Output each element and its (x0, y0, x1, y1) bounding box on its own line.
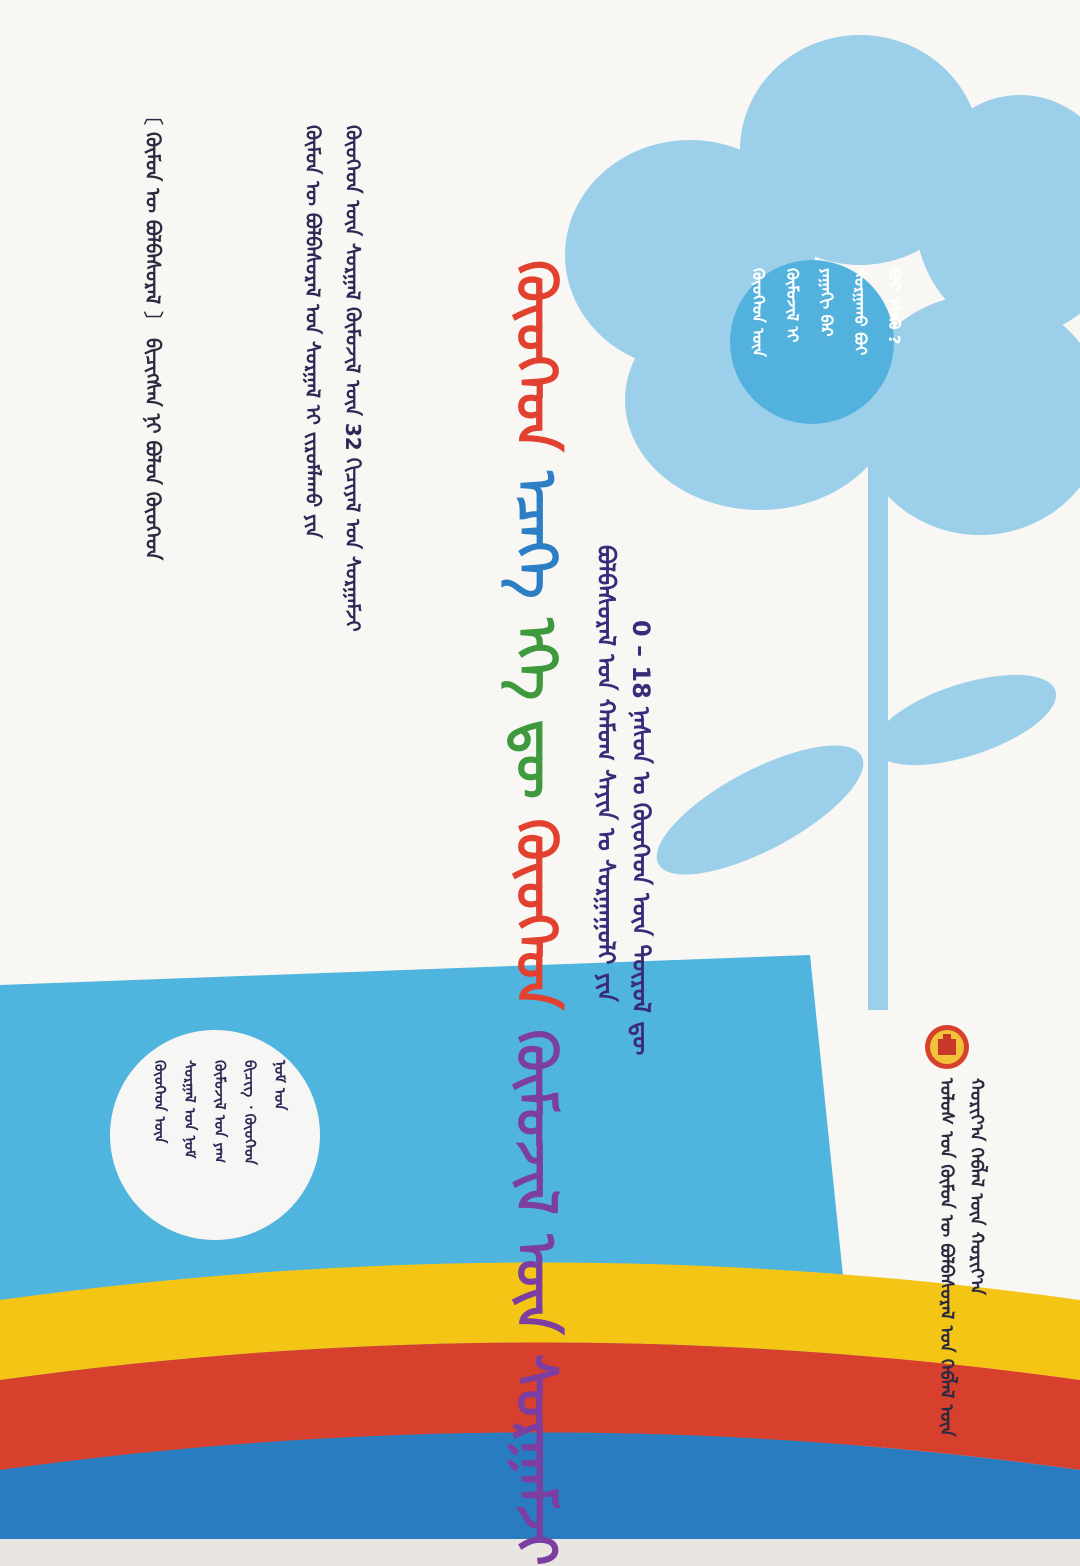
subtitle-line-2: 0 – 18 ᠨᠠᠰᠤᠨ ᠤ ᠬᠦᠦᠬᠡᠳ ᠦᠨ ᠲᠥᠷᠥᠯ ᠳᠦ (627, 620, 655, 1056)
title-word-5: ᠬᠦᠮᠦᠵᠢᠯ ᠦᠨ (503, 1029, 568, 1335)
flower-stem (868, 430, 888, 1010)
publisher-line-2: ᠬᠣᠷᠢᠶ᠎ᠠ ᠬᠡᠪᠯᠡᠯ ᠦᠨ ᠬᠣᠷᠢᠶ᠎ᠠ (966, 1078, 987, 1295)
author-line: 〔 ᠬᠦᠮᠦᠨ ᠦ ᠪᠣᠯᠪᠠᠰᠤᠷᠠᠯ 〕 ᠪᠢᠴᠢᠭᠰᠡᠨ ᠨᠢ ᠪᠣᠯᠤᠨ ᠬᠦᠦᠬᠡᠳ (141, 105, 165, 561)
title-word-2: ᠡᠴᠡᠭᠡ (503, 470, 568, 599)
bubble-text-line-4: ᠪᠢᠴᠢᠭ ᠂ ᠬᠦᠦᠬᠡᠳ (241, 1060, 259, 1165)
description-line-2: ᠬᠦᠦᠬᠡᠳ ᠦᠨ ᠰᠤᠷᠭᠠᠯ ᠬᠦᠮᠦᠵᠢᠯ ᠦᠨ 32 ᠬᠢᠴᠢᠶᠡᠯ ᠤᠨ ᠰᠤᠷᠭᠠᠮᠵᠢ (341, 125, 365, 632)
title-word-3: ᠡᠬᠡ ᠳᠦ (503, 618, 568, 799)
bubble-text-line-3: ᠬᠦᠮᠦᠵᠢᠯ ᠤᠨ ᠶᠠᠭ (211, 1060, 229, 1164)
bubble-text-block (150, 1060, 289, 1210)
bubble-text-line-2: ᠰᠤᠷᠭᠠᠯ ᠤᠨ ᠨᠣᠮ (181, 1060, 199, 1159)
circle-text-line-3: ᠶᠠᠭᠠᠭᠢ ᠪᠡᠷ (817, 268, 836, 337)
circle-text-line-2: ᠬᠦᠮᠦᠵᠢᠯ ᠢ (783, 268, 802, 343)
circle-text-line-4: ᠰᠤᠷᠭᠠᠬᠤ ᠪᠤᠢ (851, 268, 870, 356)
title-word-6: ᠰᠤᠷᠭᠠᠮᠵᠢ (503, 1353, 568, 1566)
bubble-text-line-1: ᠬᠦᠦᠬᠡᠳ ᠦᠨ (151, 1060, 169, 1144)
title-word-4: ᠬᠦᠦᠬᠡᠳ (503, 818, 568, 1010)
subtitle-line-1: ᠪᠣᠯᠪᠠᠰᠤᠷᠠᠯ ᠤᠨ ᠬᠠᠮᠤᠭ ᠰᠠᠶᠢᠨ ᠤ ᠰᠤᠷᠭᠠᠭᠤᠯᠢ ᠶᠢᠨ (592, 545, 620, 1002)
description-line-1: ᠬᠦᠮᠦᠨ ᠦ ᠪᠣᠯᠪᠠᠰᠤᠷᠠᠯ ᠤᠨ ᠰᠤᠷᠭᠠᠯ ᠢ ᠵᠢᠷᠤᠮᠯᠠᠬᠤ ᠶᠢᠨ (301, 125, 325, 539)
title-column-1 (500, 260, 598, 1566)
publisher-logo-icon (925, 1025, 969, 1069)
circle-text-line-1: ᠬᠦᠦᠬᠡᠳ ᠦᠨ (749, 268, 768, 357)
circle-text-line-5: ᠪᠤᠢ ᠡᠰᠡᠬᠦ ? (885, 268, 904, 345)
flower-center-text (748, 268, 904, 418)
bubble-text-line-5: ᠨᠣᠮ ᠤᠨ (271, 1060, 289, 1111)
publisher-line-1: ᠤᠯᠤᠰ ᠤᠨ ᠬᠦᠮᠦᠨ ᠦ ᠪᠣᠯᠪᠠᠰᠤᠷᠠᠯ ᠤᠨ ᠬᠡᠪᠯᠡᠯ ᠦᠨ (936, 1078, 957, 1437)
title-word-1: ᠬᠦᠦᠬᠡᠳ (503, 260, 568, 452)
